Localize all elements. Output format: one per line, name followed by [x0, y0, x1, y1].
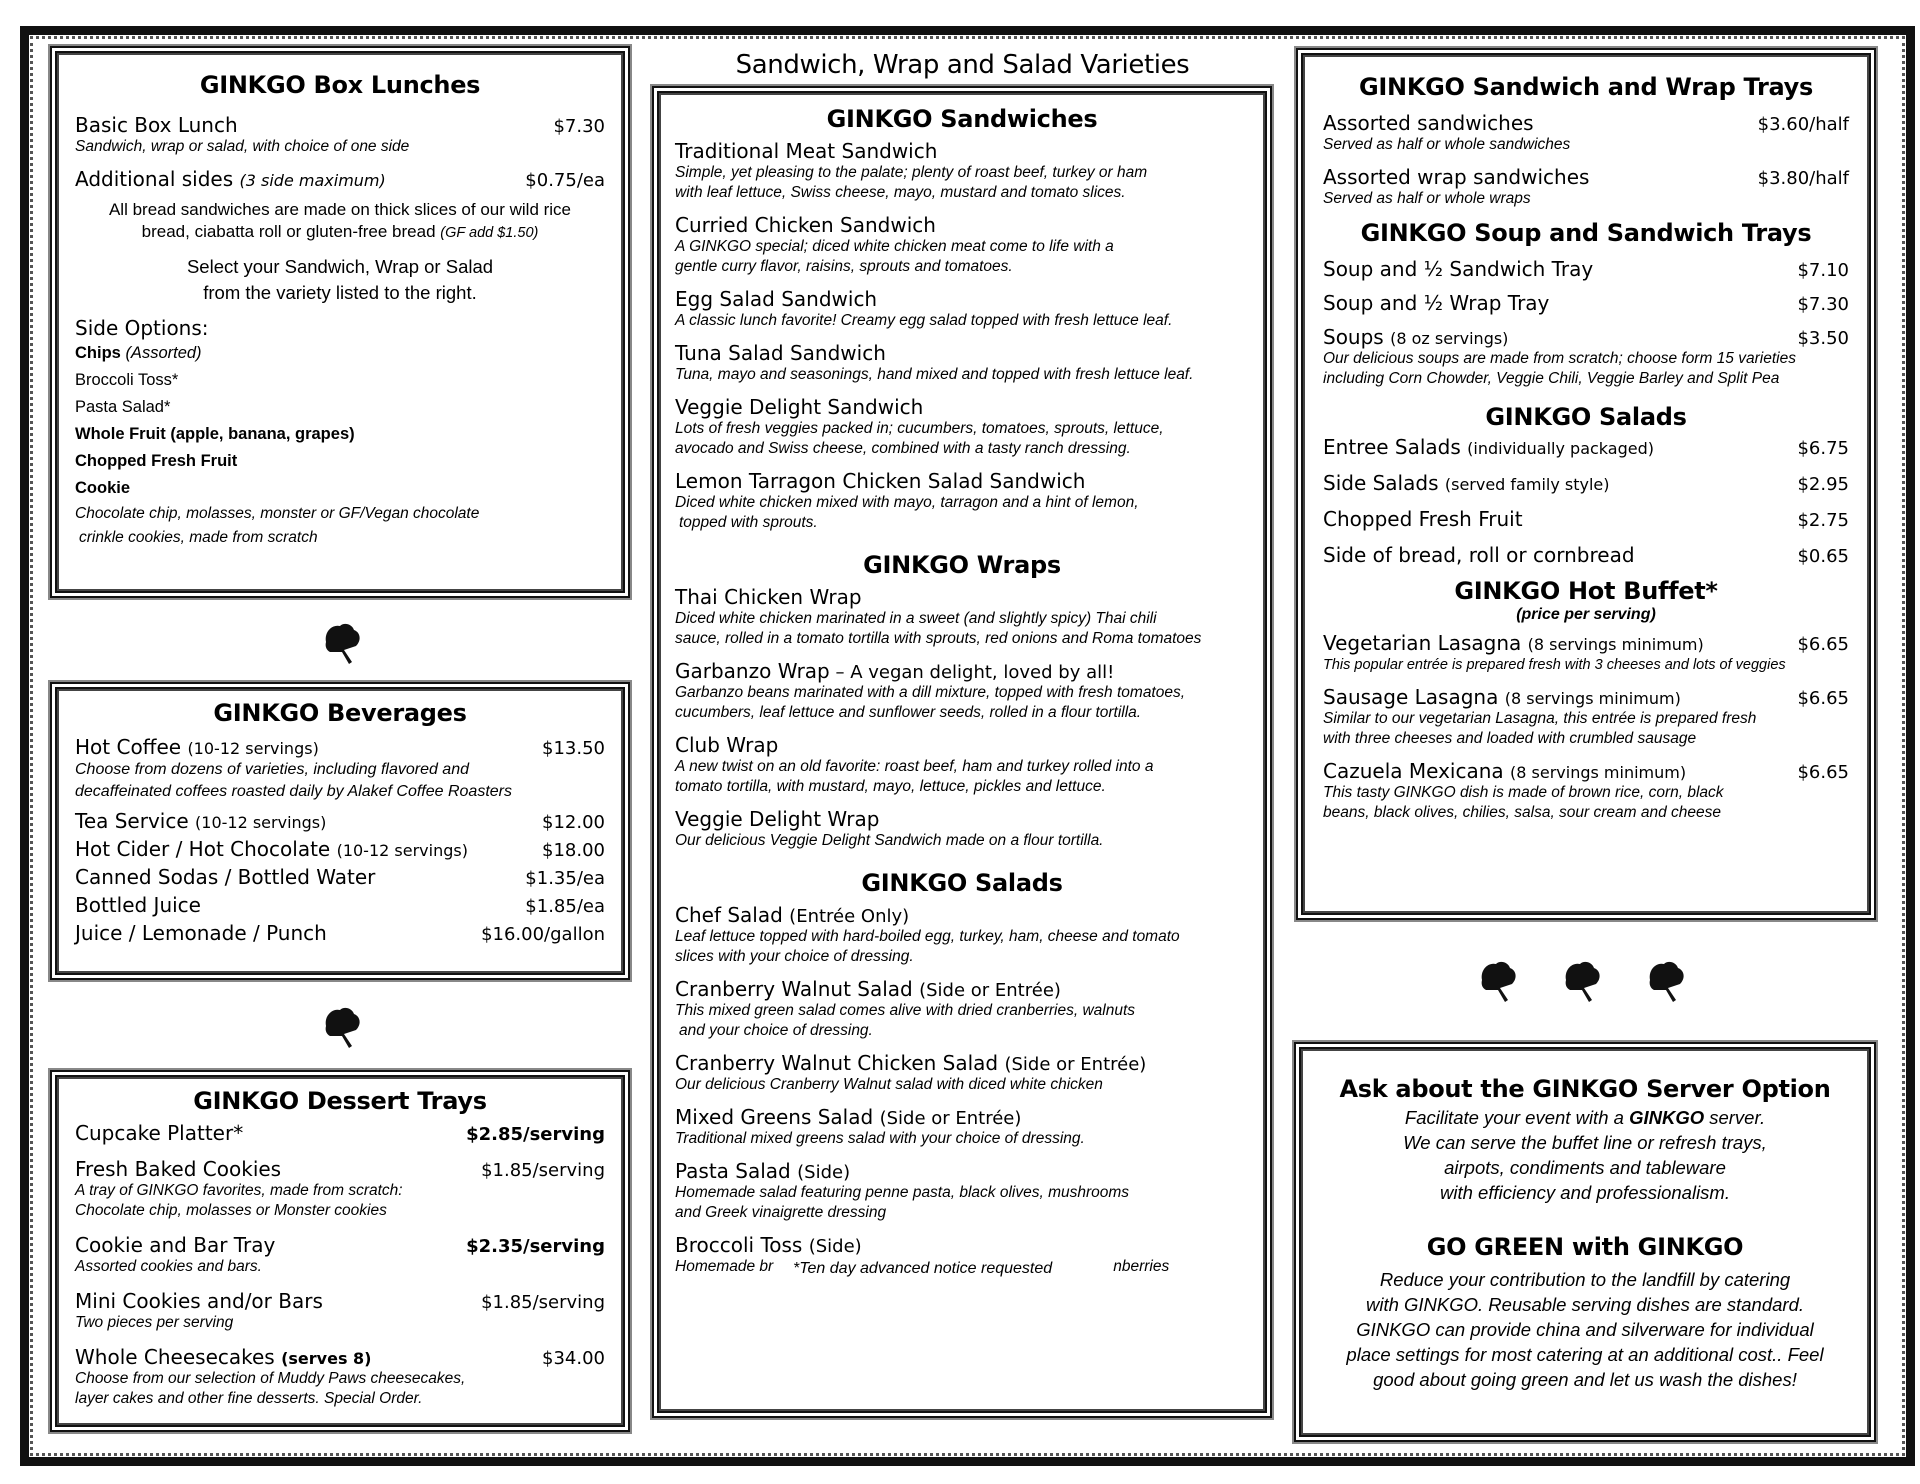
salad-name: Pasta Salad (Side)	[675, 1159, 851, 1183]
footnote: *Ten day advanced notice requested	[793, 1260, 1053, 1277]
ginkgo-leaf-icon	[1478, 960, 1518, 1004]
sandwich-wrap-trays-title: GINKGO Sandwich and Wrap Trays	[1359, 73, 1813, 101]
dessert-row: Cookie and Bar Tray $2.35/serving	[75, 1233, 605, 1257]
tray-description: Served as half or whole sandwiches	[1323, 136, 1571, 153]
dessert-row: Mini Cookies and/or Bars $1.85/serving	[75, 1289, 605, 1313]
basic-box-lunch-row	[75, 113, 605, 137]
cookie-description: Chocolate chip, molasses, monster or GF/Vegan chocolate crinkle cookies, made from scratch	[75, 505, 480, 546]
varieties-panel	[652, 86, 1272, 1418]
box-lunches-panel	[50, 46, 630, 598]
tray-description: Served as half or whole wraps	[1323, 190, 1531, 207]
wrap-name: Garbanzo Wrap – A vegan delight, loved by all!	[675, 659, 1115, 683]
salad-name: Cranberry Walnut Salad (Side or Entrée)	[675, 977, 1061, 1001]
salad-description: Our delicious Cranberry Walnut salad with diced white chicken	[675, 1076, 1103, 1093]
sandwiches-title: GINKGO Sandwiches	[826, 105, 1098, 133]
salad-row: Entree Salads (individually packaged) $6.75	[1323, 435, 1849, 459]
side-broccoli: Broccoli Toss*	[75, 371, 179, 389]
salad-name: Mixed Greens Salad (Side or Entrée)	[675, 1105, 1022, 1129]
tray-description: Our delicious soups are made from scratch; choose form 15 varieties including Corn Chowder, Veggie Chili, Veggie Barley and Split Pea	[1323, 350, 1796, 387]
server-option-title: Ask about the GINKGO Server Option	[1339, 1075, 1831, 1103]
dessert-row: Whole Cheesecakes (serves 8) $34.00	[75, 1345, 605, 1369]
sandwich-name: Lemon Tarragon Chicken Salad Sandwich	[675, 469, 1086, 493]
salad-row: Chopped Fresh Fruit $2.75	[1323, 507, 1849, 531]
item-price: $0.75/ea	[525, 170, 605, 191]
side-pasta: Pasta Salad*	[75, 398, 171, 416]
salad-description: Traditional mixed greens salad with your choice of dressing.	[675, 1130, 1085, 1147]
sandwich-name: Traditional Meat Sandwich	[675, 139, 938, 163]
salad-name: Chef Salad (Entrée Only)	[675, 903, 910, 927]
salad-row: Side Salads (served family style) $2.95	[1323, 471, 1849, 495]
server-option-panel	[1294, 1042, 1876, 1442]
go-green-text: Reduce your contribution to the landfill by catering with GINKGO. Reusable serving dishes are standard. GINKGO can provide china and silverware for individual place settings for most catering at an additional cost.. Feel good about going green and let us wash the dishes!	[1346, 1269, 1824, 1390]
bread-note: All bread sandwiches are made on thick slices of our wild rice bread, ciabatta roll or gluten-free bread (GF add $1.50)	[108, 200, 572, 241]
soup-sandwich-trays-title: GINKGO Soup and Sandwich Trays	[1360, 219, 1812, 247]
item-description: Sandwich, wrap or salad, with choice of one side	[75, 138, 410, 155]
salad-description: Homemade br nberries *Ten day advanced notice requested	[675, 1258, 1170, 1277]
side-chopped-fruit: Chopped Fresh Fruit	[75, 452, 238, 470]
beverage-row: Tea Service (10-12 servings) $12.00	[75, 809, 605, 833]
tray-row: Soups (8 oz servings) $3.50	[1323, 325, 1849, 349]
beverage-row: Hot Coffee (10-12 servings) $13.50	[75, 735, 605, 759]
item-name: Basic Box Lunch	[75, 113, 238, 137]
buffet-row: Vegetarian Lasagna (8 servings minimum) $6.65	[1323, 631, 1849, 655]
wrap-description: Our delicious Veggie Delight Sandwich made on a flour tortilla.	[675, 832, 1104, 849]
buffet-row: Cazuela Mexicana (8 servings minimum) $6.65	[1323, 759, 1849, 783]
select-instructions: Select your Sandwich, Wrap or Salad from the variety listed to the right.	[186, 256, 494, 303]
dessert-description: Choose from our selection of Muddy Paws cheesecakes, layer cakes and other fine desserts. Special Order.	[75, 1370, 466, 1407]
beverage-row: Bottled Juice $1.85/ea	[75, 893, 605, 917]
wrap-description: A new twist on an old favorite: roast beef, ham and turkey rolled into a tomato tortilla, with mustard, mayo, lettuce, pickles and lettuce.	[675, 758, 1154, 795]
dessert-row: Cupcake Platter* $2.85/serving	[75, 1121, 605, 1145]
buffet-description: Similar to our vegetarian Lasagna, this entrée is prepared fresh with three cheeses and loaded with crumbled sausage	[1323, 710, 1757, 747]
sandwich-description: Lots of fresh veggies packed in; cucumbers, tomatoes, sprouts, lettuce, avocado and Swiss cheese, combined with a tasty ranch dressing.	[675, 420, 1164, 457]
sandwich-description: Tuna, mayo and seasonings, hand mixed and topped with fresh lettuce leaf.	[675, 366, 1194, 383]
beverage-row: Juice / Lemonade / Punch $16.00/gallon	[75, 921, 605, 945]
wrap-description: Garbanzo beans marinated with a dill mixture, topped with fresh tomatoes, cucumbers, leaf lettuce and sunflower seeds, rolled in a flour tortilla.	[675, 684, 1186, 721]
beverages-title: GINKGO Beverages	[213, 699, 467, 727]
buffet-description: This popular entrée is prepared fresh with 3 cheeses and lots of veggies	[1323, 657, 1786, 673]
dessert-trays-panel	[50, 1070, 630, 1432]
box-lunches-title: GINKGO Box Lunches	[199, 71, 481, 99]
wraps-title: GINKGO Wraps	[863, 551, 1061, 579]
beverage-description: Choose from dozens of varieties, including flavored and decaffeinated coffees roasted daily by Alakef Coffee Roasters	[75, 761, 512, 800]
dessert-row: Fresh Baked Cookies $1.85/serving	[75, 1157, 605, 1181]
salad-row: Side of bread, roll or cornbread $0.65	[1323, 543, 1849, 567]
sandwich-name: Veggie Delight Sandwich	[675, 395, 924, 419]
sandwich-description: A classic lunch favorite! Creamy egg salad topped with fresh lettuce leaf.	[675, 312, 1173, 329]
buffet-description: This tasty GINKGO dish is made of brown rice, corn, black beans, black olives, chilies, salsa, sour cream and cheese	[1323, 784, 1724, 821]
sandwich-name: Curried Chicken Sandwich	[675, 213, 936, 237]
item-price: $7.30	[553, 116, 605, 137]
wrap-name: Thai Chicken Wrap	[675, 585, 862, 609]
beverages-panel	[50, 682, 630, 980]
tray-row: Assorted wrap sandwiches $3.80/half	[1323, 165, 1849, 189]
side-options-title: Side Options:	[75, 316, 209, 340]
wrap-description: Diced white chicken marinated in a sweet (and slightly spicy) Thai chili sauce, rolled in a tomato tortilla with sprouts, red onions and Roma tomatoes	[675, 610, 1202, 647]
sandwich-description: Diced white chicken mixed with mayo, tarragon and a hint of lemon, topped with sprouts.	[675, 494, 1139, 531]
server-option-text: Facilitate your event with a GINKGO server. We can serve the buffet line or refresh trays, airpots, condiments and tableware with efficiency and professionalism.	[1403, 1107, 1767, 1203]
wrap-name: Veggie Delight Wrap	[675, 807, 880, 831]
beverage-row: Hot Cider / Hot Chocolate (10-12 servings) $18.00	[75, 837, 605, 861]
dessert-description: Two pieces per serving	[75, 1314, 234, 1331]
sandwich-description: A GINKGO special; diced white chicken meat come to life with a gentle curry flavor, raisins, sprouts and tomatoes.	[675, 238, 1114, 275]
side-cookie: Cookie	[75, 479, 131, 497]
varieties-heading: Sandwich, Wrap and Salad Varieties	[735, 50, 1190, 80]
salads-title: GINKGO Salads	[861, 869, 1063, 897]
salad-name: Cranberry Walnut Chicken Salad (Side or Entrée)	[675, 1051, 1147, 1075]
buffet-row: Sausage Lasagna (8 servings minimum) $6.65	[1323, 685, 1849, 709]
side-chips: Chips (Assorted)	[75, 344, 202, 362]
beverage-row: Canned Sodas / Bottled Water $1.35/ea	[75, 865, 605, 889]
sandwich-name: Tuna Salad Sandwich	[675, 341, 886, 365]
ginkgo-leaf-icon	[322, 1006, 362, 1050]
additional-sides-row	[75, 167, 605, 191]
salad-description: Leaf lettuce topped with hard-boiled egg, turkey, ham, cheese and tomato slices with your choice of dressing.	[675, 928, 1180, 965]
ginkgo-leaf-icon	[1562, 960, 1602, 1004]
dessert-trays-title: GINKGO Dessert Trays	[193, 1087, 487, 1115]
ginkgo-leaf-icon	[1646, 960, 1686, 1004]
ginkgo-leaf-icon	[322, 622, 362, 666]
dessert-description: Assorted cookies and bars.	[75, 1258, 262, 1275]
salads-title: GINKGO Salads	[1485, 403, 1687, 431]
hot-buffet-title: GINKGO Hot Buffet*	[1454, 577, 1718, 605]
salad-name: Broccoli Toss (Side)	[675, 1233, 862, 1257]
tray-row: Assorted sandwiches $3.60/half	[1323, 111, 1849, 135]
side-whole-fruit: Whole Fruit (apple, banana, grapes)	[75, 425, 355, 443]
hot-buffet-subtitle: (price per serving)	[1516, 606, 1656, 623]
sandwich-description: Simple, yet pleasing to the palate; plenty of roast beef, turkey or ham with leaf lettuce, Swiss cheese, mayo, mustard and tomato slices.	[675, 164, 1148, 201]
salad-description: Homemade salad featuring penne pasta, black olives, mushrooms and Greek vinaigrette dressing	[675, 1184, 1130, 1221]
go-green-title: GO GREEN with GINKGO	[1426, 1233, 1744, 1261]
tray-row: Soup and ½ Wrap Tray $7.30	[1323, 291, 1849, 315]
tray-row: Soup and ½ Sandwich Tray $7.10	[1323, 257, 1849, 281]
salad-description: This mixed green salad comes alive with dried cranberries, walnuts and your choice of dressing.	[675, 1002, 1136, 1039]
item-name: Additional sides (3 side maximum)	[75, 167, 386, 191]
sandwich-name: Egg Salad Sandwich	[675, 287, 878, 311]
wrap-name: Club Wrap	[675, 733, 779, 757]
dessert-description: A tray of GINKGO favorites, made from scratch: Chocolate chip, molasses or Monster cookies	[75, 1182, 403, 1219]
trays-panel	[1296, 48, 1876, 920]
